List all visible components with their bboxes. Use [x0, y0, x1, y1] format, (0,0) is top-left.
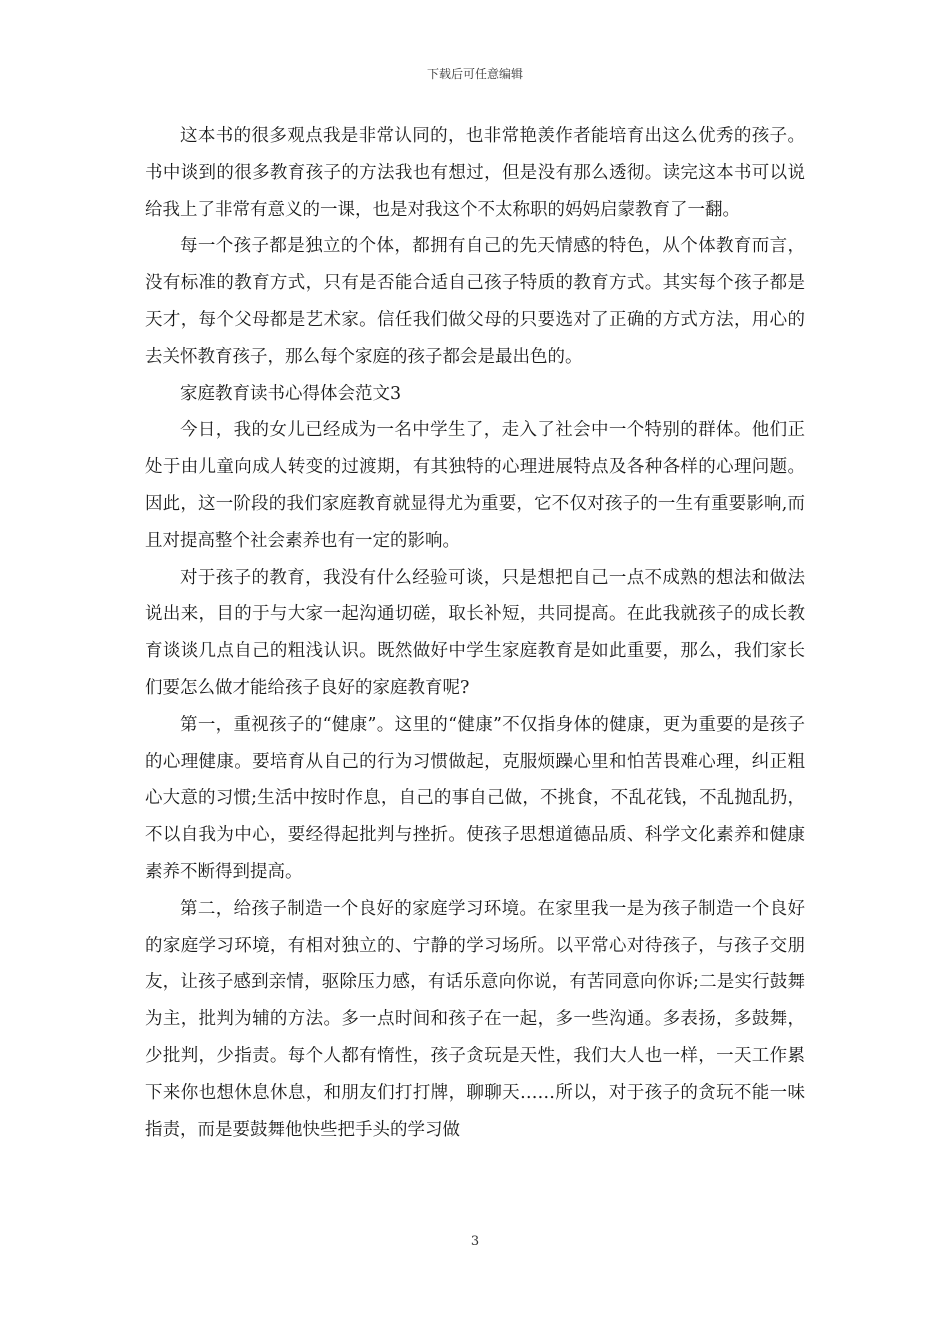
- paragraph-2: 每一个孩子都是独立的个体，都拥有自己的先天情感的特色，从个体教育而言，没有标准的教育方式，只有是否能合适自己孩子特质的教育方式。其实每个孩子都是天才，每个父母都是艺术家。信任我们做父母的只要选对了正确的方式方法，用心的去关怀教育孩子，那么每个家庭的孩子都会是最出色的。: [145, 236, 805, 367]
- paragraph-6: 第二，给孩子制造一个良好的家庭学习环境。在家里我一是为孩子制造一个良好的家庭学习环境，有相对独立的、宁静的学习场所。以平常心对待孩子，与孩子交朋友，让孩子感到亲情，驱除压力感，有话乐意向你说，有苦同意向你诉;二是实行鼓舞为主，批判为辅的方法。多一点时间和孩子在一起，多一些沟通。多表扬，多鼓舞，少批判，少指责。每个人都有惰性，孩子贪玩是天性，我们大人也一样，一天工作累下来你也想休息休息，和朋友们打打牌，聊聊天……所以，对于孩子的贪玩不能一味指责，而是要鼓舞他快些把手头的学习做: [145, 898, 805, 1140]
- section-heading: 家庭教育读书心得体会范文3: [180, 383, 402, 404]
- document-body: [145, 118, 805, 1148]
- page-number: 3: [470, 1234, 480, 1249]
- paragraph-5: 第一，重视孩子的“健康”。这里的“健康”不仅指身体的健康，更为重要的是孩子的心理健康。要培育从自己的行为习惯做起，克服烦躁心里和怕苦畏难心理，纠正粗心大意的习惯;生活中按时作息，自己的事自己做，不挑食，不乱花钱，不乱抛乱扔，不以自我为中心，要经得起批判与挫折。使孩子思想道德品质、科学文化素养和健康素养不断得到提高。: [145, 714, 805, 882]
- paragraph-4: 对于孩子的教育，我没有什么经验可谈，只是想把自己一点不成熟的想法和做法说出来，目的于与大家一起沟通切磋，取长补短，共同提高。在此我就孩子的成长教育谈谈几点自己的粗浅认识。既然做好中学生家庭教育是如此重要，那么，我们家长们要怎么做才能给孩子良好的家庭教育呢?: [145, 567, 805, 698]
- paragraph-1: 这本书的很多观点我是非常认同的，也非常艳羡作者能培育出这么优秀的孩子。书中谈到的很多教育孩子的方法我也有想过，但是没有那么透彻。读完这本书可以说给我上了非常有意义的一课，也是对我这个不太称职的妈妈启蒙教育了一翻。: [145, 126, 805, 220]
- paragraph-3: 今日，我的女儿已经成为一名中学生了，走入了社会中一个特别的群体。他们正处于由儿童向成人转变的过渡期，有其独特的心理进展特点及各种各样的心理问题。因此，这一阶段的我们家庭教育就显得尤为重要，它不仅对孩子的一生有重要影响,而且对提高整个社会素养也有一定的影响。: [145, 420, 805, 551]
- page-header: 下载后可任意编辑: [426, 67, 523, 81]
